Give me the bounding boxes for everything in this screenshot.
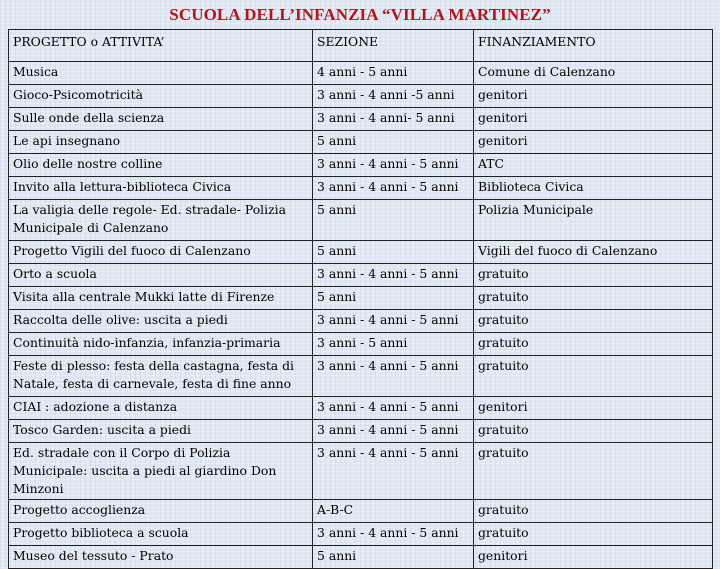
cell-progetto: Visita alla centrale Mukki latte di Firenze [9,287,313,310]
cell-sezione: 3 anni - 5 anni [313,333,474,356]
cell-finanziamento: Polizia Municipale [474,200,713,241]
table-row [9,85,713,108]
table-row [9,62,713,85]
cell-finanziamento: gratuito [474,264,713,287]
cell-finanziamento: genitori [474,108,713,131]
cell-progetto: Gioco-Psicomotricità [9,85,313,108]
cell-finanziamento: gratuito [474,420,713,443]
cell-sezione: 4 anni - 5 anni [313,62,474,85]
page-title: SCUOLA DELL’INFANZIA “VILLA MARTINEZ” [169,5,551,24]
cell-finanziamento: genitori [474,546,713,569]
cell-finanziamento: genitori [474,131,713,154]
cell-progetto: Feste di plesso: festa della castagna, festa di Natale, festa di carnevale, festa di fine anno [9,356,313,397]
cell-finanziamento: Vigili del fuoco di Calenzano [474,241,713,264]
cell-finanziamento: genitori [474,85,713,108]
table-row [9,356,713,397]
cell-sezione: 5 anni [313,131,474,154]
cell-finanziamento: genitori [474,397,713,420]
cell-progetto: Olio delle nostre colline [9,154,313,177]
cell-progetto: Tosco Garden: uscita a piedi [9,420,313,443]
cell-sezione: 3 anni - 4 anni - 5 anni [313,443,474,500]
header-sezione: SEZIONE [313,30,474,62]
table-row [9,200,713,241]
cell-progetto: Progetto biblioteca a scuola [9,523,313,546]
cell-progetto: Progetto accoglienza [9,500,313,523]
cell-progetto: Le api insegnano [9,131,313,154]
cell-progetto: Museo del tessuto - Prato [9,546,313,569]
cell-progetto: Sulle onde della scienza [9,108,313,131]
table-row [9,443,713,500]
cell-sezione: 3 anni - 4 anni - 5 anni [313,264,474,287]
table-row [9,264,713,287]
cell-finanziamento: gratuito [474,333,713,356]
activities-table [8,29,713,569]
table-row [9,397,713,420]
cell-finanziamento: gratuito [474,523,713,546]
table-row [9,154,713,177]
cell-sezione: 3 anni - 4 anni - 5 anni [313,177,474,200]
cell-sezione: 3 anni - 4 anni - 5 anni [313,356,474,397]
cell-progetto: Continuità nido-infanzia, infanzia-primaria [9,333,313,356]
cell-finanziamento: Biblioteca Civica [474,177,713,200]
cell-progetto: CIAI : adozione a distanza [9,397,313,420]
cell-progetto: Progetto Vigili del fuoco di Calenzano [9,241,313,264]
cell-sezione: 3 anni - 4 anni - 5 anni [313,523,474,546]
cell-sezione: 3 anni - 4 anni - 5 anni [313,154,474,177]
cell-sezione: 5 anni [313,546,474,569]
cell-sezione: 5 anni [313,241,474,264]
cell-progetto: Ed. stradale con il Corpo di Polizia Municipale: uscita a piedi al giardino Don Minzoni [9,443,313,500]
cell-sezione: 3 anni - 4 anni - 5 anni [313,420,474,443]
cell-sezione: 3 anni - 4 anni- 5 anni [313,108,474,131]
table-row [9,546,713,569]
header-progetto: PROGETTO o ATTIVITA’ [9,30,313,62]
table-row [9,500,713,523]
cell-sezione: 3 anni - 4 anni - 5 anni [313,397,474,420]
table-row [9,310,713,333]
table-header-row [9,30,713,62]
cell-finanziamento: ATC [474,154,713,177]
cell-finanziamento: gratuito [474,356,713,397]
cell-progetto: La valigia delle regole- Ed. stradale- Polizia Municipale di Calenzano [9,200,313,241]
cell-progetto: Musica [9,62,313,85]
cell-sezione: 5 anni [313,200,474,241]
table-row [9,523,713,546]
cell-sezione: 3 anni - 4 anni - 5 anni [313,310,474,333]
table-row [9,241,713,264]
cell-progetto: Invito alla lettura-biblioteca Civica [9,177,313,200]
cell-progetto: Orto a scuola [9,264,313,287]
cell-sezione: A-B-C [313,500,474,523]
table-row [9,420,713,443]
table-row [9,131,713,154]
table-row [9,333,713,356]
cell-finanziamento: gratuito [474,443,713,500]
cell-sezione: 5 anni [313,287,474,310]
cell-finanziamento: gratuito [474,310,713,333]
table-row [9,177,713,200]
header-finanziamento: FINANZIAMENTO [474,30,713,62]
cell-sezione: 3 anni - 4 anni -5 anni [313,85,474,108]
cell-progetto: Raccolta delle olive: uscita a piedi [9,310,313,333]
cell-finanziamento: Comune di Calenzano [474,62,713,85]
table-row [9,108,713,131]
table-row [9,287,713,310]
cell-finanziamento: gratuito [474,500,713,523]
cell-finanziamento: gratuito [474,287,713,310]
